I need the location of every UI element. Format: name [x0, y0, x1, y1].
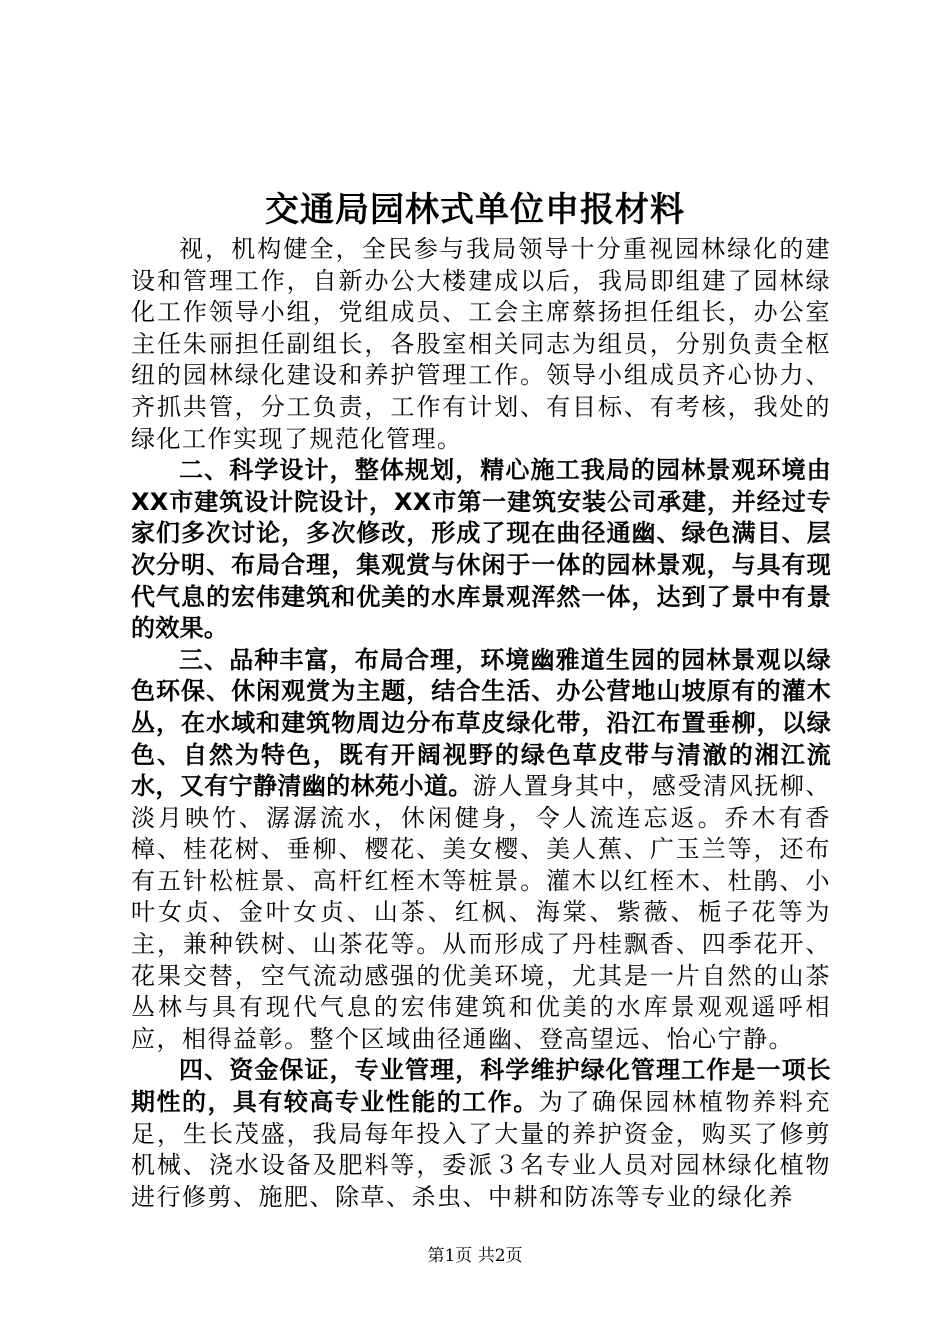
document-title: 交通局园林式单位申报材料 [265, 190, 685, 230]
paragraph-text: 为了确保园林植物养料充足，生长茂盛，我局每年投入了大量的养护资金，购买了修剪机械、浇水设备及肥料等，委派３名专业人员对园林绿化植物进行修剪、施肥、除草、杀虫、中耕和防冻等专业的绿化养 [131, 1088, 831, 1211]
paragraph-section-2 [131, 455, 831, 645]
paragraph-section-4 [131, 1055, 831, 1213]
paragraph-text: 二、科学设计，整体规划，精心施工我局的园林景观环境由XX市建筑设计院设计，XX市第一建筑安装公司承建，并经过专家们多次讨论，多次修改，形成了现在曲径通幽、绿色满目、层次分明、布局合理，集观赏与休闲于一体的园林景观，与具有现代气息的宏伟建筑和优美的水库景观浑然一体，达到了景中有景的效果。 [131, 456, 831, 643]
paragraph-text: 游人置身其中，感受清风抚柳、淡月映竹、潺潺流水，休闲健身，令人流连忘返。乔木有香樟、桂花树、垂柳、樱花、美女樱、美人蕉、广玉兰等，还布有五针松桩景、高杆红桎木等桩景。灌木以红桎木、杜鹃、小叶女贞、金叶女贞、山茶、红枫、海棠、紫薇、栀子花等为主，兼种铁树、山茶花等。从而形成了丹桂飘香、四季花开、花果交替，空气流动感强的优美环境，尤其是一片自然的山茶丛林与具有现代气息的宏伟建筑和优美的水库景观观遥呼相应，相得益彰。整个区域曲径通幽、登高望远、怡心宁静。 [131, 772, 832, 1053]
paragraph-heading-text: 四、资金保证，专业管理，科学维护绿化管理工作是一项长期性的，具有较高专业性能的工作。 [131, 1056, 831, 1117]
paragraph-intro [131, 234, 831, 455]
paragraph-heading-text: 三、品种丰富，布局合理，环境幽雅道生园的园林景观以绿色环保、休闲观赏为主题，结合生活、办公营地山坡原有的灌木丛，在水域和建筑物周边分布草皮绿化带，沿江布置垂柳，以绿色、自然为特色，既有开阔视野的绿色草皮带与清澈的湘江流水，又有宁静清幽的林苑小道。 [131, 645, 831, 801]
paragraph-section-3 [131, 645, 831, 1056]
page-footer: 第1页 共2页 [427, 1246, 523, 1266]
paragraph-text: 视，机构健全，全民参与我局领导十分重视园林绿化的建设和管理工作，自新办公大楼建成以后，我局即组建了园林绿化工作领导小组，党组成员、工会主席蔡扬担任组长，办公室主任朱丽担任副组长，各股室相关同志为组员，分别负责全枢纽的园林绿化建设和养护管理工作。领导小组成员齐心协力、齐抓共管，分工负责，工作有计划、有目标、有考核，我处的绿化工作实现了规范化管理。 [131, 235, 831, 453]
document-body [131, 234, 831, 1213]
